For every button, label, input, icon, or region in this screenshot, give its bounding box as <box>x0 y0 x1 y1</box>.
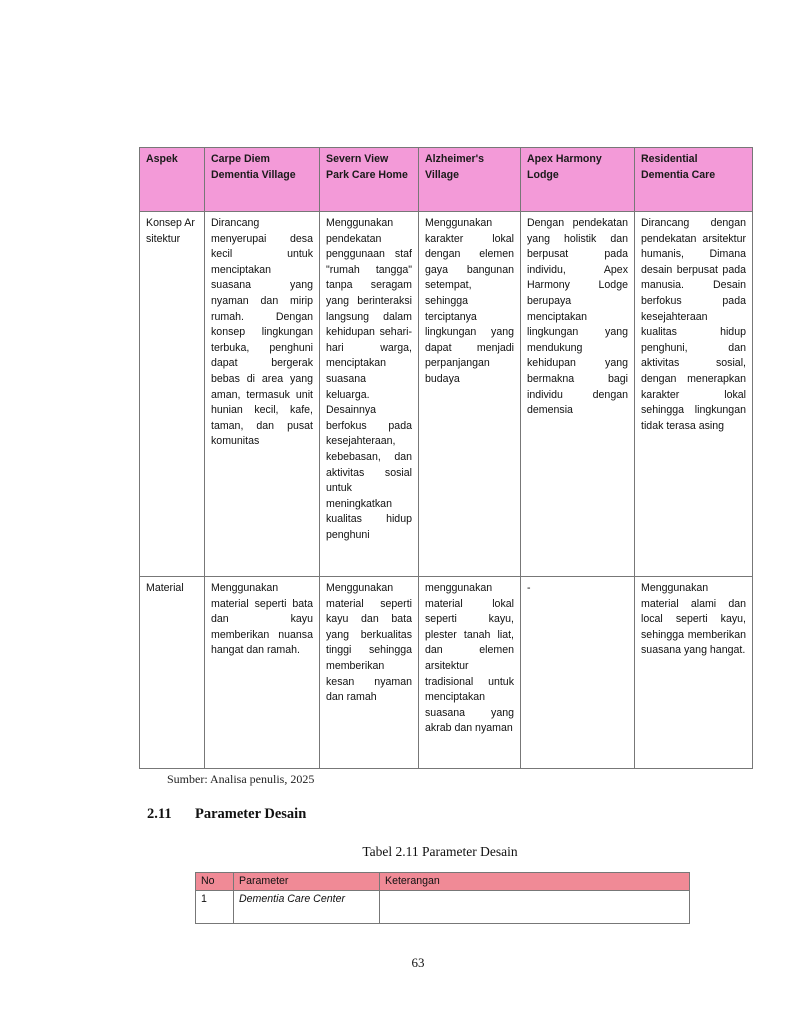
table-cell: Dirancang dengan pendekatan arsitektur humanis, Dimana desain berpusat pada manusia. Desain berfokus pada kesejahteraan kualitas hidup penghuni, dan aktivitas sosial, dengan menerapkan karakter lokal sehingga lingkungan tidak terasa asing <box>635 212 753 577</box>
section-title: Parameter Desain <box>195 806 307 822</box>
header-cell: Residential Dementia Care <box>635 148 753 212</box>
table-cell: 1 <box>196 891 234 924</box>
table-cell: Menggunakan karakter lokal dengan elemen gaya bangunan setempat, sehingga terciptanya lingkungan yang dapat menjadi perpanjangan budaya <box>419 212 521 577</box>
comparison-table <box>139 147 753 769</box>
table-caption: Tabel 2.11 Parameter Desain <box>362 844 518 859</box>
table-cell: Menggunakan material seperti bata dan kayu memberikan nuansa hangat dan ramah. <box>205 577 320 769</box>
table-cell: Menggunakan pendekatan penggunaan staf "rumah tangga" tanpa seragam yang berinteraksi langsung dalam kehidupan sehari-hari warga, menciptakan suasana keluarga. Desainnya berfokus pada kesejahteraan, kebebasan, dan aktivitas sosial untuk meningkatkan kualitas hidup penghuni <box>320 212 419 577</box>
header-cell: Keterangan <box>380 873 690 891</box>
table-cell: Menggunakan material seperti kayu dan bata yang berkualitas tinggi sehingga memberikan kesan nyaman dan ramah <box>320 577 419 769</box>
table-row <box>140 577 753 769</box>
table-cell: Menggunakan material alami dan local seperti kayu, sehingga memberikan suasana yang hangat. <box>635 577 753 769</box>
comparison-header-row <box>140 148 753 212</box>
header-cell: No <box>196 873 234 891</box>
header-cell: Alzheimer's Village <box>419 148 521 212</box>
header-cell: Aspek <box>140 148 205 212</box>
parameter-table <box>195 872 690 924</box>
parameter-header-row <box>196 873 690 891</box>
table-cell: Konsep Arsitektur <box>140 212 205 577</box>
table-cell: Material <box>140 577 205 769</box>
table-cell: - <box>521 577 635 769</box>
table-cell: Dementia Care Center <box>234 891 380 924</box>
header-cell: Apex Harmony Lodge <box>521 148 635 212</box>
table-cell: Dengan pendekatan yang holistik dan berpusat pada individu, Apex Harmony Lodge berupaya menciptakan lingkungan yang mendukung kehidupan yang bermakna bagi individu dengan demensia <box>521 212 635 577</box>
section-heading <box>147 806 306 823</box>
table-cell <box>380 891 690 924</box>
section-number: 2.11 <box>147 806 172 822</box>
header-cell: Parameter <box>234 873 380 891</box>
table-cell: menggunakan material lokal seperti kayu, plester tanah liat, dan elemen arsitektur tradisional untuk menciptakan suasana yang akrab dan nyaman <box>419 577 521 769</box>
header-cell: Severn View Park Care Home <box>320 148 419 212</box>
table-cell: Dirancang menyerupai desa kecil untuk menciptakan suasana yang nyaman dan mirip rumah. Dengan konsep lingkungan terbuka, penghuni dapat bergerak bebas di area yang aman, termasuk unit hunian kecil, kafe, taman, dan pusat komunitas <box>205 212 320 577</box>
table-source-note: Sumber: Analisa penulis, 2025 <box>167 772 315 786</box>
table-row <box>196 891 690 924</box>
table-row <box>140 212 753 577</box>
header-cell: Carpe Diem Dementia Village <box>205 148 320 212</box>
page-number: 63 <box>411 955 425 970</box>
